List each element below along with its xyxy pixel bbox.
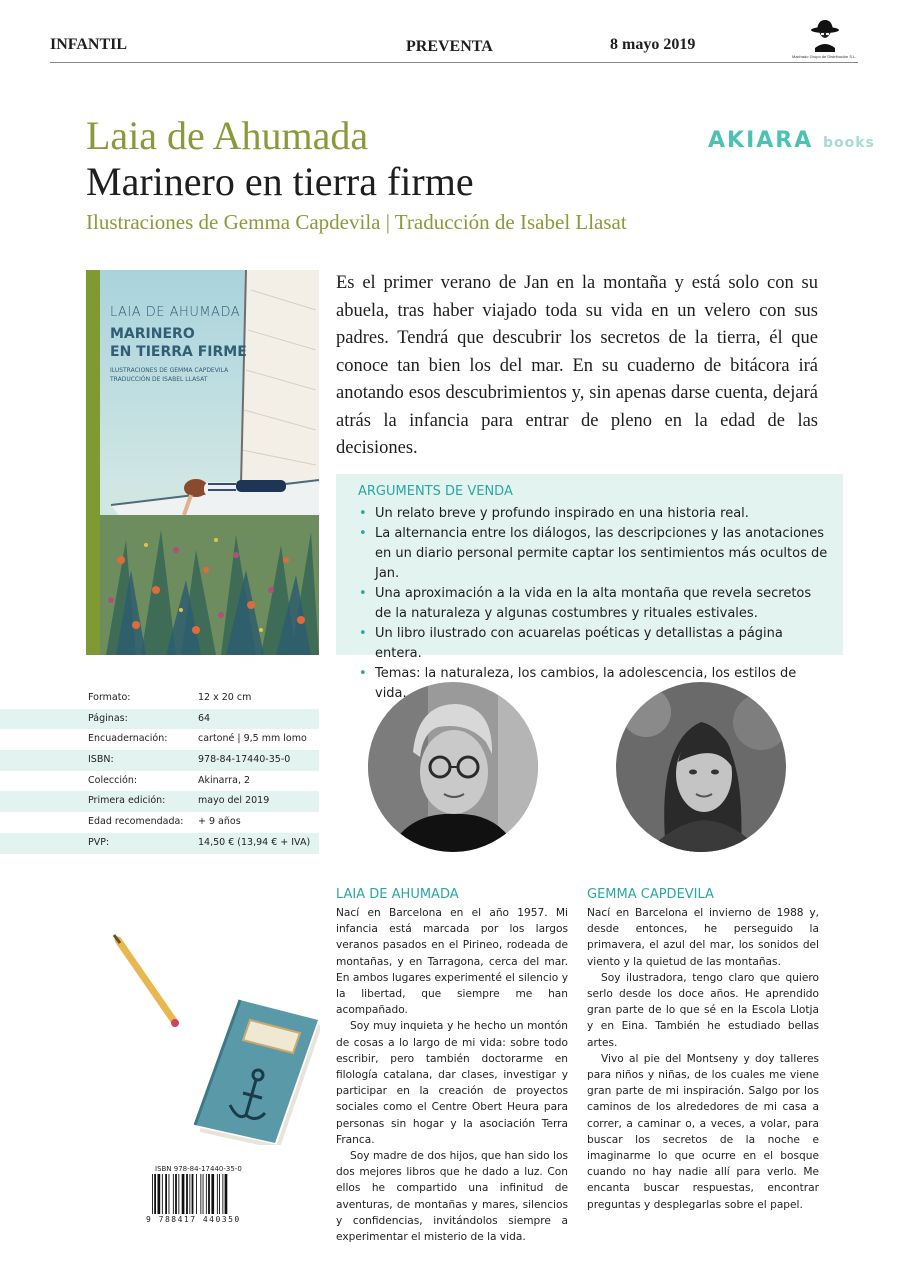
argument-item: • Un relato breve y profundo inspirado en una historia real. bbox=[358, 504, 828, 524]
author-bio bbox=[336, 905, 568, 1245]
book-description: Es el primer verano de Jan en la montaña y está solo con su abuela, tras haber viajado toda su vida en un velero con sus padres. Tendrá que descubrir los secretos de la tierra, él que conoce tan bien los del mar. En su cuaderno de bitácora irá anotando esos descubrimientos y, sin apenas darse cuenta, dejará atrás la infancia para entrar de pleno en la edad de las decisiones. bbox=[336, 273, 818, 458]
illustrator-bio-paragraph: Nací en Barcelona el invierno de 1988 y, desde entonces, he perseguido la primavera, el azul del mar, los sonidos del viento y la quietud de las montañas. bbox=[587, 907, 819, 968]
barcode-bar bbox=[186, 1174, 188, 1214]
barcode-bar bbox=[222, 1174, 223, 1214]
argument-item: • La alternancia entre los diálogos, las descripciones y las anotaciones en un diario personal permite captar los sentimientos más ocultos de Jan. bbox=[359, 526, 828, 581]
barcode-bar bbox=[165, 1174, 167, 1214]
cover-title-line1: MARINERO bbox=[110, 326, 195, 342]
book-credits: Ilustraciones de Gemma Capdevila | Traducción de Isabel Llasat bbox=[86, 210, 627, 234]
author-photo bbox=[368, 682, 538, 852]
spec-row: Páginas: 64 bbox=[0, 709, 319, 730]
barcode-bar bbox=[225, 1174, 228, 1214]
bullet-icon: • bbox=[359, 586, 367, 601]
cover-credits bbox=[110, 366, 228, 384]
author-bio-paragraph: Nací en Barcelona en el año 1957. Mi infancia está marcada por los largos veranos pasados en el Pirineo, rodeada de montañas, y en Tarragona, cerca del mar. En ambos lugares experimenté el silencio y la libertad, que siempre me han acompañado. bbox=[336, 907, 568, 1017]
illustrator-bio bbox=[587, 905, 819, 1213]
cover-title bbox=[110, 325, 247, 361]
argument-item: • Una aproximación a la vida en la alta montaña que revela secretos de la naturaleza y algunas costumbres y rituales estivales. bbox=[359, 586, 812, 621]
author-bio-heading: LAIA DE AHUMADA bbox=[336, 887, 459, 902]
cover-illustrations: ILUSTRACIONES DE GEMMA CAPDEVILA bbox=[110, 367, 229, 374]
barcode-bar bbox=[189, 1174, 190, 1214]
barcode-bar bbox=[154, 1174, 156, 1214]
book-author: Laia de Ahumada bbox=[86, 113, 369, 158]
cover-author: LAIA DE AHUMADA bbox=[110, 305, 241, 320]
illustrator-photo bbox=[616, 682, 786, 852]
distributor-logo bbox=[790, 18, 860, 62]
spec-row: Primera edición: mayo del 2019 bbox=[0, 791, 319, 812]
barcode-bar bbox=[211, 1174, 214, 1214]
header-divider bbox=[50, 62, 858, 63]
barcode-bar bbox=[196, 1174, 197, 1214]
publisher-suffix: books bbox=[822, 135, 875, 151]
distributor-name: Machado Grupo de Distribución S.L. bbox=[792, 54, 857, 59]
author-portrait-icon bbox=[368, 682, 538, 852]
illustrator-bio-paragraph: Soy ilustradora, tengo claro que quiero serlo desde los doce años. He aprendido gran parte de lo que sé en la Escola Llotja y en Eina. También he estudiado bellas artes. bbox=[587, 971, 819, 1049]
barcode-bar bbox=[192, 1174, 194, 1214]
barcode-digits: 9 788417 440350 bbox=[146, 1215, 241, 1224]
cover-spine bbox=[86, 270, 100, 655]
barcode-bar bbox=[178, 1174, 179, 1214]
barcode-bar bbox=[173, 1174, 174, 1214]
barcode-bar bbox=[152, 1174, 153, 1214]
bullet-icon: • bbox=[359, 506, 367, 521]
arguments-heading: ARGUMENTS DE VENDA bbox=[358, 484, 513, 499]
barcode-bar bbox=[169, 1174, 170, 1214]
illustrator-bio-paragraph: Vivo al pie del Montseny y doy talleres para niños y niñas, de los cuales me viene gran parte de mi inspiración. Salgo por los caminos de los alrededores de mi casa a correr, a caminar o, a veces, a volar, para buscar los secretos de la noche e imaginarme lo que ocurre en el bosque cuando no hay nadie allí para verlo. Me encanta buscar respuestas, encontrar preguntas y desplegarlas sobre el papel. bbox=[587, 1052, 819, 1211]
illustrator-bio-heading: GEMMA CAPDEVILA bbox=[587, 887, 714, 902]
book-cover bbox=[86, 270, 319, 655]
barcode-bar bbox=[162, 1174, 163, 1214]
isbn-label: ISBN 978-84-17440-35-0 bbox=[155, 1165, 242, 1173]
author-bio-paragraph: Soy madre de dos hijos, que han sido los dos mejores libros que he dado a luz. Con ellos he compartido una infinitud de aventuras, de montañas y mares, silencios y confidencias, invitándolos siempre a experimentar el misterio de la vida. bbox=[336, 1150, 568, 1244]
barcode-bar bbox=[208, 1174, 210, 1214]
barcode bbox=[152, 1174, 255, 1214]
barcode-bar bbox=[158, 1174, 161, 1214]
barcode-bar bbox=[200, 1174, 201, 1214]
barcode-bar bbox=[206, 1174, 207, 1214]
pencil-icon bbox=[114, 935, 179, 1027]
barcode-bar bbox=[203, 1174, 204, 1214]
publisher-brand: AKIARA bbox=[708, 128, 814, 153]
spec-table bbox=[0, 688, 319, 854]
arguments-list bbox=[358, 504, 828, 704]
publisher-logo bbox=[708, 128, 875, 153]
illustrator-portrait-icon bbox=[616, 682, 786, 852]
book-title: Marinero en tierra firme bbox=[86, 159, 474, 204]
status-label: PREVENTA bbox=[406, 38, 493, 55]
spec-row: Colección: Akinarra, 2 bbox=[88, 774, 251, 786]
bullet-icon: • bbox=[359, 526, 367, 541]
date-label: 8 mayo 2019 bbox=[610, 36, 696, 53]
author-bio-paragraph: Soy muy inquieta y he hecho un montón de cosas a lo largo de mi vida: sobre todo escribir, pero también doctorarme en filología catalana, dar clases, investigar y participar en la creación de proyectos sociales como el Centre Obert Heura para personas sin hogar y la asociación Terra Franca. bbox=[336, 1020, 568, 1146]
barcode-bar bbox=[217, 1174, 218, 1214]
argument-item: • Un libro ilustrado con acuarelas poéticas y detallistas a página entera. bbox=[359, 626, 783, 661]
cover-translation: TRADUCCIÓN DE ISABEL LLASAT bbox=[110, 376, 208, 383]
spec-row: ISBN: 978-84-17440-35-0 bbox=[0, 750, 319, 771]
barcode-bar bbox=[175, 1174, 177, 1214]
bullet-icon: • bbox=[359, 626, 367, 641]
spec-row: Formato: 12 x 20 cm bbox=[88, 692, 252, 703]
notebook-pencil-illustration bbox=[100, 925, 320, 1145]
barcode-bar bbox=[219, 1174, 220, 1214]
hat-man-icon bbox=[790, 18, 860, 52]
barcode-bar bbox=[182, 1174, 185, 1214]
cover-title-line2: EN TIERRA FIRME bbox=[110, 344, 247, 360]
argument-item: • Temas: la naturaleza, los cambios, la adolescencia, los estilos de vida. bbox=[359, 666, 797, 701]
notebook-icon bbox=[195, 1000, 320, 1145]
arguments-box bbox=[336, 474, 843, 701]
spec-row: PVP: 14,50 € (13,94 € + IVA) bbox=[0, 833, 319, 854]
spec-row: Encuadernación: cartoné | 9,5 mm lomo bbox=[88, 733, 307, 745]
bullet-icon: • bbox=[359, 666, 367, 681]
category-label: INFANTIL bbox=[50, 36, 128, 53]
spec-row: Edad recomendada: + 9 años bbox=[88, 816, 241, 828]
